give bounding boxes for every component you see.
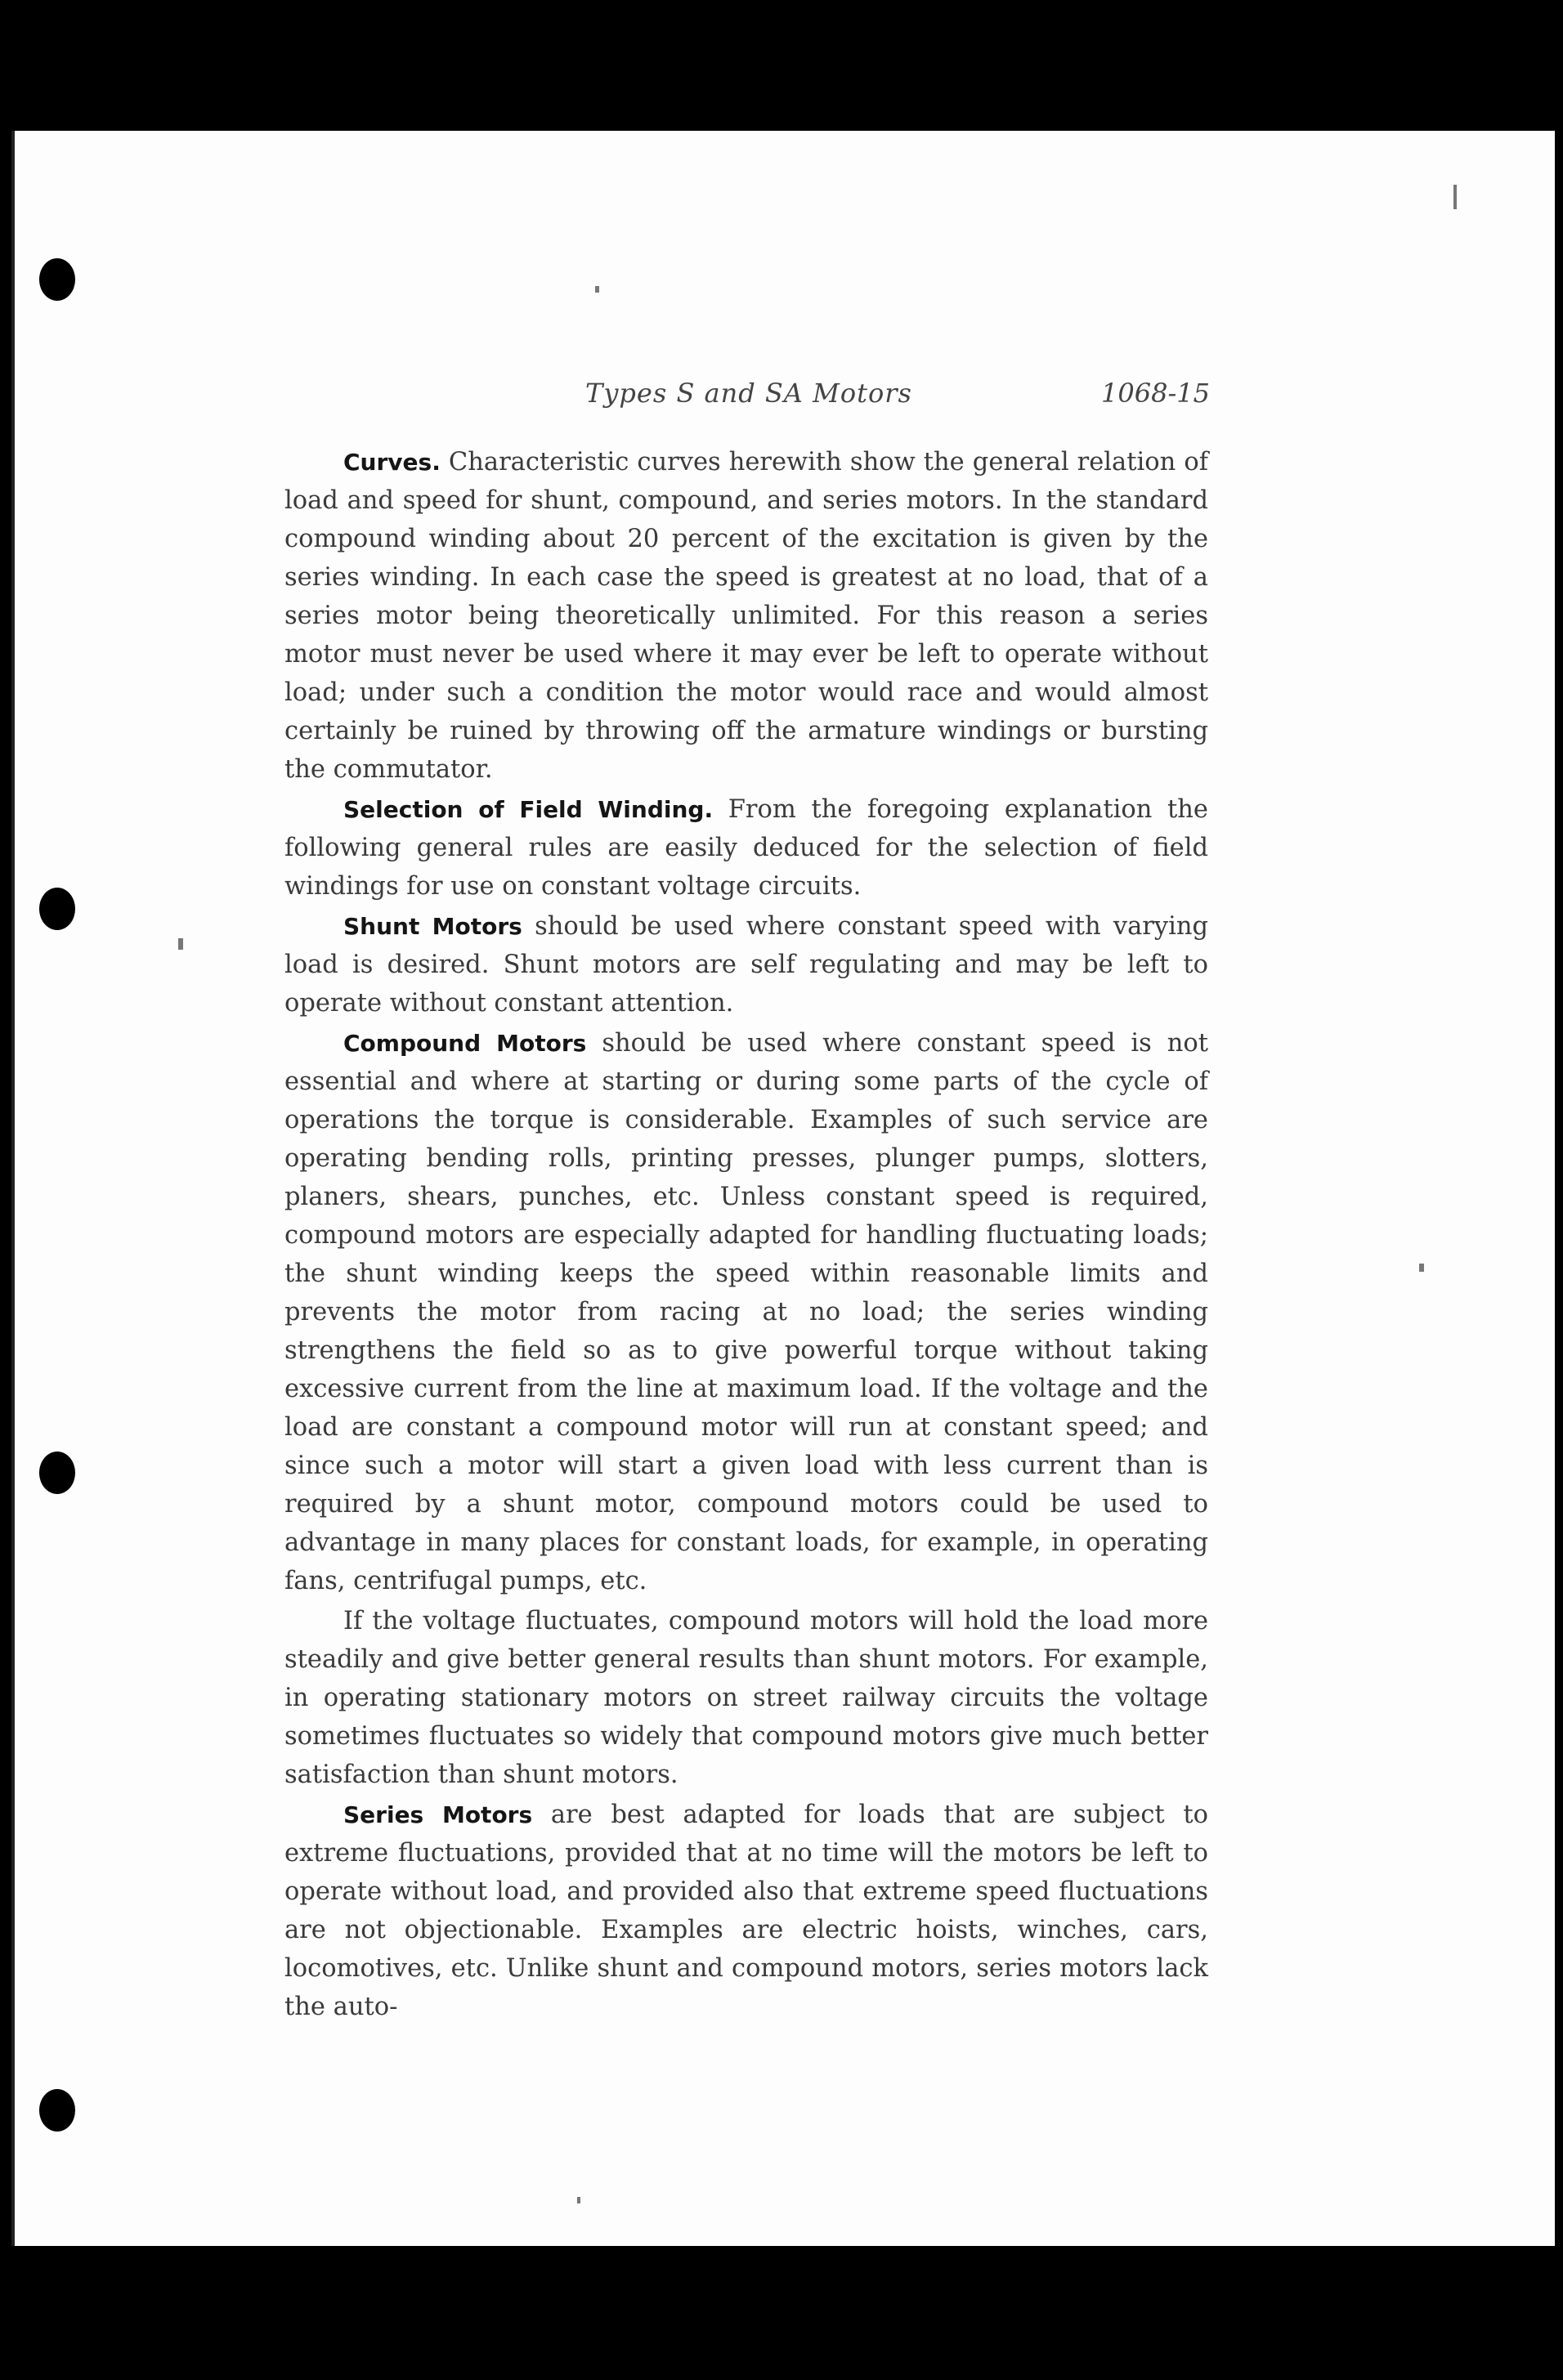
speck-mark [178,938,183,950]
speck-mark [1453,185,1457,209]
speck-mark [595,286,599,293]
paragraph-voltage-fluctuates [284,1602,1208,1794]
paragraph-compound-motors [284,1024,1208,1600]
paragraph-selection-of-field-winding [284,790,1208,906]
speck-mark [577,2197,580,2203]
paragraph-text: Characteristic curves herewith show the general relation of load and speed for shunt, compound, and series motors. In the standard compound winding about 20 percent of the excitation is given by the series winding. In each case the speed is greatest at no load, that of a series motor being theoretically unlimited. For this reason a series motor must never be used where it may ever be left to operate without load; under such a condition the motor would race and would almost certainly be ruined by throwing off the armature windings or bursting the commutator. [284,448,1208,784]
paragraph-text: If the voltage fluctuates, compound motors will hold the load more steadily and give better general results than shunt motors. For example, in operating stationary motors on street railway circuits the voltage sometimes fluctuates so widely that compound motors give much better satisfaction than shunt motors. [284,1607,1208,1789]
paragraph-heading: Shunt Motors [343,913,522,940]
binder-hole [39,1452,75,1494]
paragraph-series-motors [284,1796,1208,2026]
paragraph-text: are best adapted for loads that are subject to extreme fluctuations, provided that at no time will the motors be left to operate without load, and provided also that extreme speed fluctuations are not objectionable. Examples are electric hoists, winches, cars, locomotives, etc. Unlike shunt and compound motors, series motors lack the auto- [284,1801,1208,2021]
paragraph-text: should be used where constant speed is not essential and where at starting or during some parts of the cycle of operations the torque is considerable. Examples of such service are operating bending rolls, printing presses, plunger pumps, slotters, planers, shears, punches, etc. Unless constant speed is required, compound motors are especially adapted for handling fluctuating loads; the shunt winding keeps the speed within reasonable limits and prevents the motor from racing at no load; the series winding strengthens the field so as to give powerful torque without taking excessive current from the line at maximum load. If the voltage and the load are constant a compound motor will run at constant speed; and since such a motor will start a given load with less current than is required by a shunt motor, compound motors could be used to advantage in many places for constant loads, for example, in operating fans, centrifugal pumps, etc. [284,1029,1208,1595]
paragraph-heading: Series Motors [343,1801,533,1828]
paragraph-shunt-motors [284,907,1208,1022]
speck-mark [1419,1264,1424,1272]
paragraph-curves [284,443,1208,789]
paragraph-heading: Selection of Field Winding. [343,796,714,823]
binder-hole [39,258,75,301]
paragraph-text: From the foregoing explanation the following general rules are easily deduced for the selection of field windings for use on constant voltage circuits. [284,795,1208,901]
binder-hole [39,888,75,930]
binder-hole [39,2089,75,2132]
header-title: Types S and SA Motors [585,378,912,409]
running-header [286,378,1210,427]
document-body [284,443,1208,2028]
paragraph-heading: Compound Motors [343,1030,587,1057]
paragraph-text: should be used where constant speed with varying load is desired. Shunt motors are self regulating and may be left to operate without constant attention. [284,912,1208,1018]
paragraph-heading: Curves. [343,449,441,476]
page-number: 1068-15 [1101,378,1210,409]
